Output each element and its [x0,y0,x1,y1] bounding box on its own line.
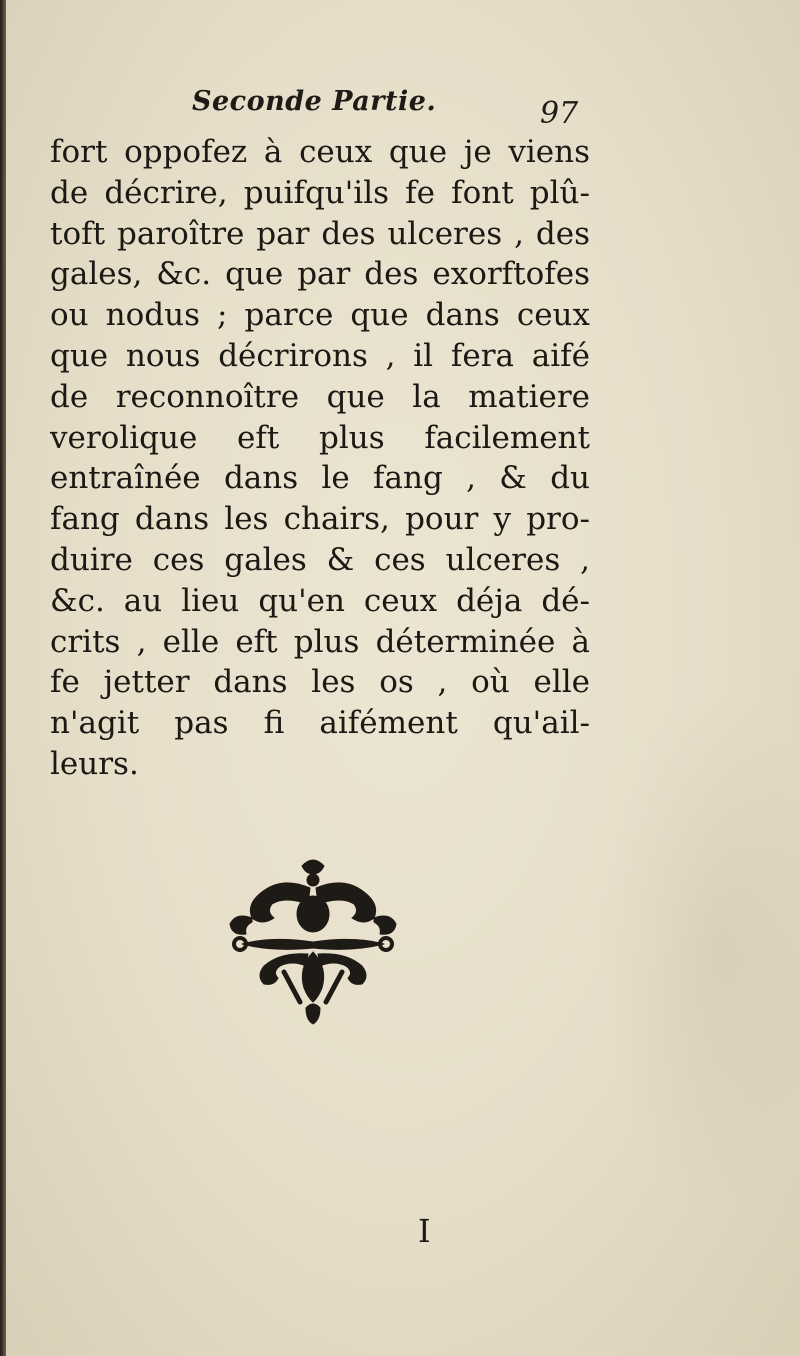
running-head: Seconde Partie. [192,86,437,117]
text-line: verolique eft plus facilement [50,419,590,456]
text-line: de décrire, puifqu'ils fe font plû- [50,174,590,211]
show-through-shadow [600,690,800,1210]
text-line: fang dans les chairs, pour y pro- [50,501,590,538]
text-line: entraînée dans le fang , & du [50,460,590,497]
text-line: duire ces gales & ces ulceres , [50,541,590,578]
text-line: toft paroître par des ulceres , des [50,215,590,252]
text-line: ou nodus ; parce que dans ceux [50,297,590,334]
page-header [0,82,800,132]
text-line: &c. au lieu qu'en ceux déja dé- [50,582,590,619]
text-line: fe jetter dans les os , où elle [50,664,590,701]
page-number: 97 [540,96,579,131]
text-line: gales, &c. que par des exorftofes [50,256,590,293]
page-binding-edge [0,0,6,1356]
text-line: n'agit pas fi aifément qu'ail- [50,705,590,742]
text-line: de reconnoître que la matiere [50,378,590,415]
text-line: crits , elle eft plus déterminée à [50,623,590,660]
text-line: fort oppofez à ceux que je viens [50,134,590,170]
signature-mark: I [418,1212,431,1250]
floral-tailpiece-icon [222,852,404,1028]
text-line: leurs. [50,745,139,782]
text-line: que nous décrirons , il fera aifé [50,337,590,374]
body-text [50,132,590,785]
